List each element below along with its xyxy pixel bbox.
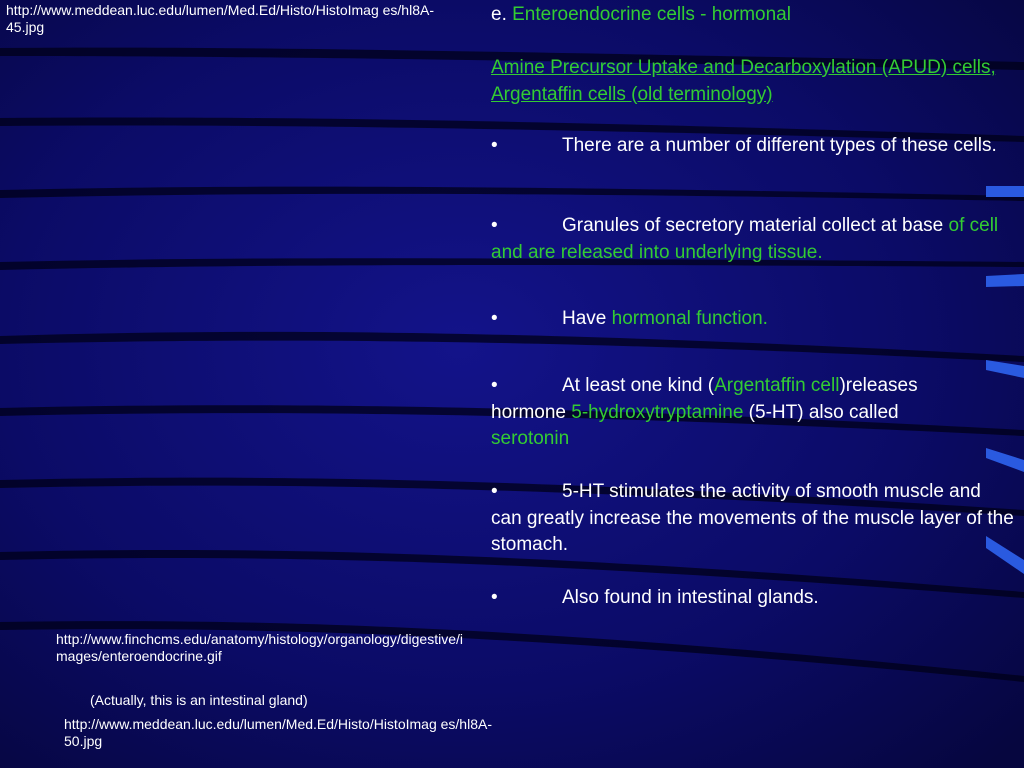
bullet-text: )releases hormone — [491, 375, 918, 423]
bullet-symbol: • — [491, 308, 498, 329]
bullet-text: (5-HT) also called — [743, 401, 899, 423]
bullet-text-highlight: serotonin — [491, 428, 570, 449]
image-caption: (Actually, this is an intestinal gland) — [90, 692, 308, 708]
bullet-symbol: • — [491, 215, 498, 236]
slide-heading — [491, 2, 1011, 29]
bullet-symbol: • — [491, 375, 498, 396]
bullet-item — [491, 373, 981, 453]
bullet-text: Granules of secretory material collect at base — [562, 215, 949, 236]
bullet-item — [491, 306, 1016, 333]
bullet-text-highlight: 5-hydroxytryptamine — [571, 401, 744, 423]
bullet-text-highlight: of cell and are released into underlying tissue. — [491, 215, 999, 263]
bullet-item — [491, 585, 1016, 612]
bullet-symbol: • — [491, 587, 498, 608]
bullet-item — [491, 213, 1016, 266]
bullet-text-highlight: hormonal function. — [611, 308, 768, 329]
bullet-symbol: • — [491, 481, 498, 502]
image-source-url-top: http://www.meddean.luc.edu/lumen/Med.Ed/Histo/HistoImag es/hl8A-45.jpg — [6, 2, 434, 35]
bullet-text: Also found in intestinal glands. — [562, 587, 819, 608]
heading-prefix: e. — [491, 4, 513, 25]
bullet-text: At least one kind ( — [562, 375, 715, 396]
bullet-text: There are a number of different types of these cells. — [562, 135, 997, 156]
heading-text: Enteroendocrine cells - hormonal — [512, 4, 791, 25]
bullet-text-highlight: Argentaffin cell — [714, 375, 840, 396]
image-source-url-middle: http://www.finchcms.edu/anatomy/histology/organology/digestive/i mages/enteroendocrine.gif — [56, 631, 463, 664]
bullet-item — [491, 479, 1016, 559]
bullet-item — [491, 133, 1016, 160]
slide-subheading: Amine Precursor Uptake and Decarboxylation (APUD) cells, Argentaffin cells (old terminology) — [491, 57, 996, 105]
bullet-text: 5-HT stimulates the activity of smooth muscle and can greatly increase the movements of the muscle layer of the stomach. — [491, 481, 1014, 555]
image-source-url-bottom: http://www.meddean.luc.edu/lumen/Med.Ed/Histo/HistoImag es/hl8A-50.jpg — [64, 716, 492, 749]
bullet-text: Have — [562, 308, 612, 329]
bullet-symbol: • — [491, 135, 498, 156]
